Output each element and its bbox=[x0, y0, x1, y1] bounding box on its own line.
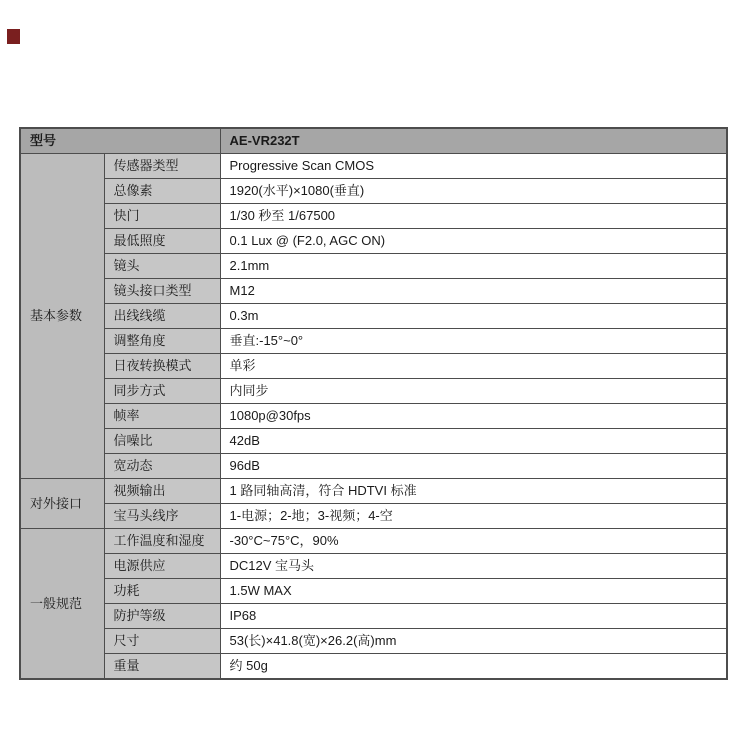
table-row bbox=[20, 454, 727, 479]
table-row bbox=[20, 154, 727, 179]
table-row bbox=[20, 504, 727, 529]
row-label: 宽动态 bbox=[104, 454, 220, 479]
row-label: 功耗 bbox=[104, 579, 220, 604]
row-label: 重量 bbox=[104, 654, 220, 680]
row-value: 1 路同轴高清，符合 HDTVI 标准 bbox=[220, 479, 727, 504]
table-row bbox=[20, 329, 727, 354]
row-label: 传感器类型 bbox=[104, 154, 220, 179]
row-value: 1/30 秒至 1/67500 bbox=[220, 204, 727, 229]
table-row bbox=[20, 254, 727, 279]
row-value: 垂直:-15°~0° bbox=[220, 329, 727, 354]
row-value: 内同步 bbox=[220, 379, 727, 404]
table-row bbox=[20, 279, 727, 304]
table-row bbox=[20, 429, 727, 454]
table-row bbox=[20, 229, 727, 254]
row-label: 电源供应 bbox=[104, 554, 220, 579]
table-row bbox=[20, 654, 727, 680]
row-value: 约 50g bbox=[220, 654, 727, 680]
row-value: 53(长)×41.8(宽)×26.2(高)mm bbox=[220, 629, 727, 654]
row-label: 镜头 bbox=[104, 254, 220, 279]
row-value: 1920(水平)×1080(垂直) bbox=[220, 179, 727, 204]
row-value: 1080p@30fps bbox=[220, 404, 727, 429]
table-row bbox=[20, 529, 727, 554]
table-row bbox=[20, 479, 727, 504]
row-value: 1.5W MAX bbox=[220, 579, 727, 604]
row-value: 42dB bbox=[220, 429, 727, 454]
row-label: 镜头接口类型 bbox=[104, 279, 220, 304]
row-label: 同步方式 bbox=[104, 379, 220, 404]
row-label: 帧率 bbox=[104, 404, 220, 429]
row-label: 尺寸 bbox=[104, 629, 220, 654]
row-label: 快门 bbox=[104, 204, 220, 229]
table-row bbox=[20, 554, 727, 579]
table-row bbox=[20, 379, 727, 404]
table-row bbox=[20, 304, 727, 329]
row-value: IP68 bbox=[220, 604, 727, 629]
table-row bbox=[20, 604, 727, 629]
row-value: DC12V 宝马头 bbox=[220, 554, 727, 579]
row-value: -30°C~75°C，90% bbox=[220, 529, 727, 554]
table-header-row bbox=[20, 128, 727, 154]
model-header-value: AE-VR232T bbox=[220, 128, 727, 154]
row-label: 出线线缆 bbox=[104, 304, 220, 329]
model-header-label: 型号 bbox=[20, 128, 220, 154]
row-value: 0.1 Lux @ (F2.0, AGC ON) bbox=[220, 229, 727, 254]
table-row bbox=[20, 404, 727, 429]
red-square-marker bbox=[7, 29, 20, 44]
section-group-label: 一般规范 bbox=[20, 529, 104, 680]
row-label: 调整角度 bbox=[104, 329, 220, 354]
row-label: 视频输出 bbox=[104, 479, 220, 504]
row-value: 2.1mm bbox=[220, 254, 727, 279]
row-value: 单彩 bbox=[220, 354, 727, 379]
row-label: 日夜转换模式 bbox=[104, 354, 220, 379]
row-label: 最低照度 bbox=[104, 229, 220, 254]
row-label: 工作温度和湿度 bbox=[104, 529, 220, 554]
row-label: 信噪比 bbox=[104, 429, 220, 454]
spec-table bbox=[19, 127, 728, 680]
row-value: M12 bbox=[220, 279, 727, 304]
row-value: 96dB bbox=[220, 454, 727, 479]
table-row bbox=[20, 204, 727, 229]
section-group-label: 对外接口 bbox=[20, 479, 104, 529]
row-label: 总像素 bbox=[104, 179, 220, 204]
table-row bbox=[20, 629, 727, 654]
row-value: 1-电源；2-地；3-视频；4-空 bbox=[220, 504, 727, 529]
row-label: 宝马头线序 bbox=[104, 504, 220, 529]
table-row bbox=[20, 579, 727, 604]
row-value: Progressive Scan CMOS bbox=[220, 154, 727, 179]
table-row bbox=[20, 179, 727, 204]
row-label: 防护等级 bbox=[104, 604, 220, 629]
row-value: 0.3m bbox=[220, 304, 727, 329]
section-group-label: 基本参数 bbox=[20, 154, 104, 479]
table-row bbox=[20, 354, 727, 379]
